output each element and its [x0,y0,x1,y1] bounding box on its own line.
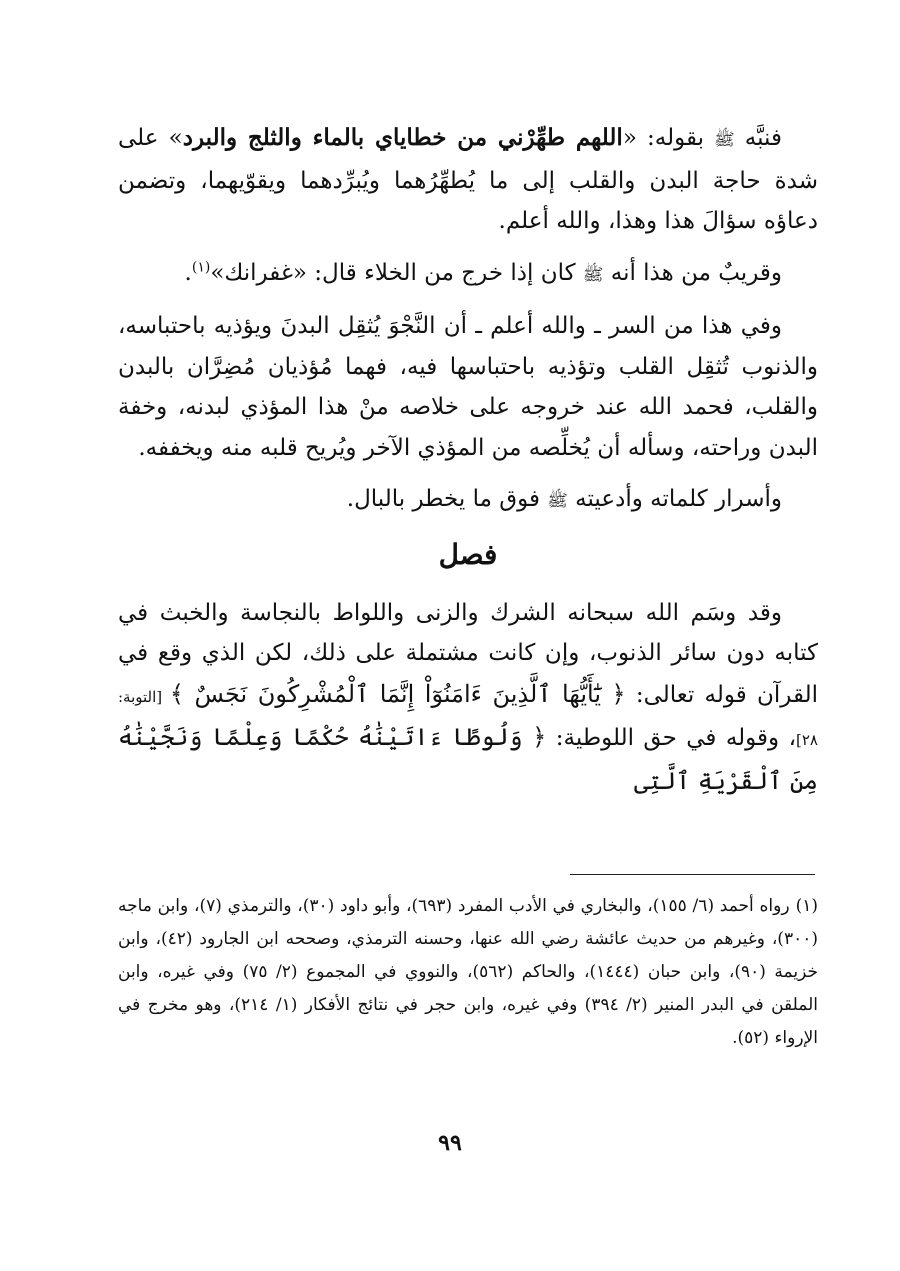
paragraph-3: وفي هذا من السر ـ والله أعلم ـ أن النَّجْوَ يُثقِل البدنَ ويؤذيه باحتباسه، والذنوب تُثقِل القلب وتؤذيه باحتباسها فيه، فهما مُؤذيان مُضِرَّان بالبدن والقلب، فحمد الله عند خروجه على خلاصه منْ هذا المؤذي لبدنه، وخفة البدن وراحته، وسأله أن يُخلِّصه من المؤذي الآخر ويُريح قلبه منه ويخففه. [118,313,818,461]
footnote-divider [570,874,815,875]
paragraph-4 [118,479,818,522]
sura-reference-1: [التوبة: ٢٨] [118,687,818,749]
footnote-1 [118,890,818,1055]
footnote-reference[interactable]: (١) [191,258,211,275]
page-number: ٩٩ [438,1130,462,1156]
p5-mid: ، وقوله في حق اللوطية: [546,725,796,751]
section-heading: فصل [438,537,498,571]
p2-after: كان إذا خرج من الخلاء قال: «غفرانك» [210,259,583,286]
quran-verse-1: ﴿ يَٰٓأَيُّهَا ٱلَّذِينَ ءَامَنُوٓاْ إِنَّمَا ٱلْمُشْرِكُونَ نَجَسٌ ﴾ [169,679,626,708]
quran-verse-2: ﴿ وَلُوطًا ءَاتَيْنَٰهُ حُكْمًا وَعِلْمًا وَنَجَّيْنَٰهُ مِنَ ٱلْقَرْيَةِ ٱلَّتِى [118,723,818,795]
p5-text: وقد وسَم الله سبحانه الشرك والزنى واللواط بالنجاسة والخبث في كتابه دون سائر الذنوب، وإن كانت مشتملة على ذلك، لكن الذي وقع في القرآن قوله تعالى: [118,599,818,708]
main-text [118,118,818,813]
p1-start: فنبَّه [734,125,782,151]
pbuh-glyph: ﷺ [582,264,604,285]
paragraph-2 [118,253,818,296]
p1-after: » على شدة حاجة البدن والقلب إلى ما يُطهِّرُهما ويُبرِّدهما ويقوّيهما، وتضمن دعاؤه سؤالَ هذا وهذا، والله أعلم. [118,125,819,234]
paragraph-1 [118,118,818,242]
footnote-text: رواه أحمد (٦/ ١٥٥)، والبخاري في الأدب المفرد (٦٩٣)، وأبو داود (٣٠)، والترمذي (٧)، وابن ماجه (٣٠٠)، وغيرهم من حديث عائشة رضي الله عنها، وحسنه الترمذي، وصححه ابن الجارود (٤٢)، وابن خزيمة (٩٠)، وابن حبان (١٤٤٤)، والحاكم (٥٦٢)، والنووي في المجموع (٢/ ٧٥) وفي غيره، وابن الملقن في البدر المنير (٢/ ٣٩٤) وفي غيره، وابن حجر في نتائج الأفكار (١/ ٢١٤)، وهو مخرج في الإرواء (٥٢). [118,896,818,1048]
pbuh-glyph: ﷺ [714,130,735,150]
p4-after: فوق ما يخطر بالبال. [346,486,548,512]
p4-start: وأسرار كلماته وأدعيته [567,486,782,512]
p2-end: . [184,259,192,286]
p1-before-quote: بقوله: « [622,125,715,151]
paragraph-5 [118,593,818,803]
p2-start: وقريبٌ من هذا أنه [603,259,782,286]
hadith-quote: اللهم طهِّرْني من خطاياي بالماء والثلج والبرد [182,124,623,151]
footnotes [118,890,818,1055]
pbuh-glyph: ﷺ [547,491,568,511]
footnote-number: (١) [795,896,818,916]
